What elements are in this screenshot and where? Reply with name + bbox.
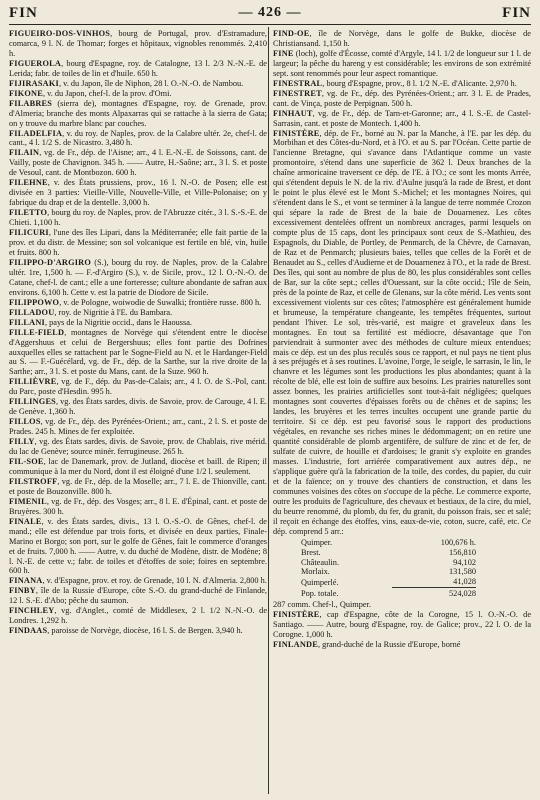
entry-text: , cap d'Espagne, côte de la Corogne, 15 l. O.-N.-O. de Santiago. —— Autre, bourg d'Espagne, roy. de Galice; prov., 22 l. O. de la Corogne. 1,000 h. xyxy=(273,610,531,640)
entry-headword: FILSTROFF xyxy=(9,476,58,486)
dictionary-entry xyxy=(9,626,267,636)
entry-text: , bourg d'Espagne, prov., 8 l. 1/2 N.-E. d'Alicante. 2,970 h. xyxy=(322,78,517,88)
population-rows xyxy=(301,538,476,588)
entry-headword: FILICURI xyxy=(9,228,49,238)
entry-text: , lac de Danemark, prov. de Jutland, diocèse et baill. de Ripen; il communique à la mer du Nord, dont il est éloigné d'une 1/2 l. seulement. xyxy=(9,456,267,476)
header-left-word: FIN xyxy=(9,5,38,21)
arrondissement-name: Quimper. xyxy=(301,537,333,547)
entry-headword: FILLOS xyxy=(9,417,41,427)
dictionary-entry xyxy=(9,148,267,178)
header-rule xyxy=(9,24,531,25)
dictionary-entry xyxy=(273,29,531,49)
entry-headword: FINDAAS xyxy=(9,626,48,636)
communes-line: 287 comm. Chef-l., Quimper. xyxy=(273,600,371,610)
dictionary-entry xyxy=(9,208,267,228)
population-table xyxy=(301,538,476,600)
right-entries-bottom xyxy=(273,610,531,650)
entry-text: , île de la Russie d'Europe, côte S.-O. du grand-duché de Finlande, 12 l. S.-E. d'Abo; pêche du saumon. xyxy=(9,586,267,606)
dictionary-entry xyxy=(9,59,267,79)
population-total-row xyxy=(301,588,476,599)
population-row xyxy=(301,558,476,568)
dictionary-entry xyxy=(9,318,267,328)
population-total-label: Pop. totale. xyxy=(301,589,339,599)
right-column xyxy=(273,29,531,650)
arrondissement-population: 131,580 xyxy=(449,567,476,577)
entry-text: , l'une des îles Lipari, dans la Méditerranée; elle fait partie de la prov. et du distr. de Messine; son sol volcanique est fertile en blé, vin, huile et fruits. 800 h. xyxy=(9,228,267,257)
dictionary-entry xyxy=(9,586,267,606)
dictionary-entry xyxy=(9,308,267,318)
entry-text: , v. de Pologne, woiwodie de Suwalki; frontière russe. 800 h. xyxy=(59,297,262,307)
dictionary-entry xyxy=(273,129,531,537)
entry-headword: FILEHNE xyxy=(9,178,48,188)
population-total-value: 524,028 xyxy=(392,588,476,599)
dictionary-entry xyxy=(9,576,267,586)
entry-text: (loch), golfe d'Écosse, comté d'Argyle, 14 l. 1/2 de longueur sur 1 l. de largeur; la pêche du hareng y est considérable; les environs de son extrémité sept. sont renommés pour leur aspect romantique. xyxy=(273,48,531,78)
arrondissement-name: Quimperlé. xyxy=(301,577,339,587)
entry-headword: FIL-SOE xyxy=(9,456,44,466)
page-number: — 426 — xyxy=(238,5,302,20)
dictionary-entry xyxy=(273,79,531,89)
entry-text: , v. des États sardes, divis., 13 l. O.-S.-O. de Gênes, chef-l. de mand.; elle est défendue par trois forts, et divisée en deux parties, Finale-Marino et Borgo; son port, sur le golfe de Gênes, fait le commerce d'oranges et de fruits. 7,000 h. —— Autre, v. du duché de Modène, distr. de Modène; 8 l. N.-E. de cette v.; fabr. de toiles et d'étoffes de soie; foires en septembre. 600 h. xyxy=(9,516,267,576)
population-row xyxy=(301,538,476,548)
dictionary-entry xyxy=(9,228,267,258)
entry-text: , montagnes de Norvège qui s'étendent entre le diocèse d'Aggershuus et celui de Bergershuus; elles font partie des Dofrines auxquelles elles se rattachent par le Sogne-Field au N. et le Hardanger-Field au S. — F.-Guécélard, vg. de Fr., dép. de la Sarthe, sur la rive droite de la Sarthe; arr., 3 l. S. et poste du Mans, cant. de la Suze. 960 h. xyxy=(9,327,267,377)
entry-headword: FILIPPO-D'ARGIRO xyxy=(9,257,92,267)
dictionary-entry xyxy=(9,477,267,497)
header-right-word: FIN xyxy=(502,5,531,21)
entry-headword: FINESTRAL xyxy=(273,78,323,88)
entry-headword: FIKONE xyxy=(9,88,43,98)
dictionary-entry xyxy=(9,99,267,129)
right-entries-top xyxy=(273,29,531,537)
dictionary-entry xyxy=(9,437,267,457)
entry-text: , vg. des États sardes, divis. de Savoie, prov. de Chablais, rive mérid. du lac de Genève; source minér. ferrugineuse. 265 h. xyxy=(9,437,267,457)
entry-headword: FIGUEROLA xyxy=(9,58,62,68)
dictionary-entry xyxy=(9,517,267,577)
dictionary-entry xyxy=(273,610,531,640)
arrondissement-name: Châteaulin. xyxy=(301,557,340,567)
arrondissement-population: 156,810 xyxy=(449,547,476,557)
dictionary-entry xyxy=(273,49,531,79)
left-entries xyxy=(9,29,267,636)
entry-headword: FILIPPOWO xyxy=(9,297,60,307)
entry-headword: FINISTÈRE xyxy=(273,610,320,620)
entry-text: (sierra de), montagnes d'Espagne, roy. de Grenade, prov. d'Almeria; branche des monts Alpaxarras qui se rattache à la sierra de Gata; on y trouve du marbre blanc par couches. xyxy=(9,98,267,128)
entry-headword: FINCHLEY xyxy=(9,606,55,616)
entry-headword: FINESTRET xyxy=(273,88,322,98)
entry-text: , bourg d'Espagne, roy. de Catalogne, 13 l. 2/3 N.-N.-E. de Lerida; fabr. de toiles de lin et d'huile. 650 h. xyxy=(9,58,267,78)
entry-headword: FILETTO xyxy=(9,208,48,218)
arrondissement-name: Morlaix. xyxy=(301,567,330,577)
entry-headword: FIJIRASAKI xyxy=(9,78,59,88)
dictionary-entry xyxy=(9,178,267,208)
entry-text: , vg. de Fr., dép. de l'Aisne; arr., 4 l. E.-N.-E. de Soissons, cant. de Vailly, poste de Chavignon. 345 h. —— Autre, H.-Saône; arr., 3 l. S. et poste de Vesoul, cant. de Montbozon. 600 h. xyxy=(9,148,267,178)
dictionary-entry xyxy=(9,606,267,626)
dictionary-entry xyxy=(9,497,267,517)
entry-text: , vg. de Fr., dép. des Vosges; arr., 8 l. E. d'Épinal, cant. et poste de Bruyères. 300 h. xyxy=(9,496,267,516)
entry-text: (S.), bourg du roy. de Naples, prov. de la Calabre ultér. 1re, 1,500 h. — F.-d'Argiro (S.), v. de Sicile, prov., 12 l. O.-N.-O. de Catane, chef-l. de cant.; elle a une forteresse; culture abondante de safran aux environs. 6,100 h. Cette v. est la patrie de Diodore de Sicile. xyxy=(9,257,267,297)
entry-headword: FINLANDE xyxy=(273,640,318,650)
left-column xyxy=(9,29,267,636)
entry-headword: FILLY xyxy=(9,437,35,447)
dictionary-entry xyxy=(9,129,267,149)
population-row xyxy=(301,577,476,587)
dictionary-entry xyxy=(9,258,267,298)
dictionary-entry xyxy=(9,89,267,99)
dictionary-entry xyxy=(9,298,267,308)
column-divider xyxy=(268,27,269,794)
entry-headword: FIND-OE xyxy=(273,29,310,38)
entry-headword: FILADELFIA xyxy=(9,128,63,138)
arrondissement-population: 94,102 xyxy=(453,557,476,567)
entry-headword: FINISTÈRE xyxy=(273,128,320,138)
entry-text: , v. du Japon, chef-l. de la prov. d'Omi. xyxy=(42,88,172,98)
entry-headword: FILLINGES xyxy=(9,397,56,407)
entry-headword: FINE xyxy=(273,48,294,58)
dictionary-entry xyxy=(9,457,267,477)
entry-text: , vg. de Fr., dép. des Pyrénées-Orient.; arr., cant., 2 l. S. et poste de Prades. 245 h. Mines de fer exploitée. xyxy=(9,417,267,437)
entry-text: , v. du Japon, île de Niphon, 28 l. O.-N.-O. de Nambou. xyxy=(58,78,244,88)
entry-headword: FINANA xyxy=(9,576,43,586)
entry-text: , pays de la Nigritie occid., dans le Haoussa. xyxy=(44,317,192,327)
entry-text: , grand-duché de la Russie d'Europe, borné xyxy=(317,640,461,650)
arrondissement-population: 100,676 h. xyxy=(440,537,476,547)
entry-text: , bourg de Portugal, prov. d'Estramadure, comarca, 9 l. N. de Thomar; forges et hôpitaux, vignobles renommés. 2,410 h. xyxy=(9,29,267,58)
entry-text: , roy. de Nigritie à l'E. du Bambara. xyxy=(54,307,173,317)
dictionary-entry xyxy=(9,328,267,378)
entry-text: , vg. de Fr., dép. de Tarn-et-Garonne; arr., 4 l. S.-E. de Castel-Sarrasin, cant. et poste de Montech. 1,400 h. xyxy=(273,108,531,128)
entry-text: , vg. de Fr., dép. de la Moselle; arr., 7 l. E. de Thionville, cant. et poste de Bouzonville. 800 h. xyxy=(9,476,267,496)
entry-text: , v. d'Espagne, prov. et roy. de Grenade, 10 l. N. d'Almeria. 2,800 h. xyxy=(42,576,267,586)
dictionary-entry xyxy=(273,640,531,650)
entry-headword: FILLIÈVRE xyxy=(9,377,57,387)
entry-text: , vg. de Fr., dép. des Pyrénées-Orient.; arr. 3 l. E. de Prades, cant. de Vinça, poste de Perpignan. 500 h. xyxy=(273,88,531,108)
entry-headword: FILAIN xyxy=(9,148,40,158)
entry-text: , vg. des États sardes, divis. de Savoie, prov. de Carouge, 4 l. E. de Genève. 1,360 h. xyxy=(9,397,267,417)
entry-text: , bourg du roy. de Naples, prov. de l'Abruzze citér., 3 l. S.-S.-E. de Chieti. 1,100 h. xyxy=(9,208,267,228)
entry-text: , v. des États prussiens, prov., 16 l. N.-O. de Posen; elle est divisée en 3 parties: Vieille-Ville, Nouvelle-Ville, et Ville-Polonaise; on y fabrique du drap et de la dentelle. 3,000 h. xyxy=(9,178,267,208)
entry-headword: FINBY xyxy=(9,586,36,596)
entry-headword: FILLANI xyxy=(9,317,45,327)
population-row xyxy=(301,567,476,577)
dictionary-entry xyxy=(9,377,267,397)
entry-text: , île de Norvège, dans le golfe de Bukke, diocèse de Christiansand. 1,150 h. xyxy=(273,29,531,48)
arrondissement-population: 41,028 xyxy=(453,577,476,587)
dictionary-entry xyxy=(9,29,267,59)
entry-headword: FILLADOU xyxy=(9,307,55,317)
dictionary-entry xyxy=(9,417,267,437)
entry-text: , vg. d'Anglet., comté de Middlesex, 2 l. 1/2 N.-N.-O. de Londres. 1,292 h. xyxy=(9,606,267,626)
entry-text: , vg. de F., dép. du Pas-de-Calais; arr., 4 l. O. de S.-Pol, cant. du Parc, poste d'Hesdin. 995 h. xyxy=(9,377,267,397)
population-row xyxy=(301,548,476,558)
entry-headword: FIGUEIRO-DOS-VINHOS xyxy=(9,29,111,38)
entry-headword: FILLE-FIELD xyxy=(9,327,65,337)
entry-headword: FIMENIL xyxy=(9,496,47,506)
entry-headword: FINALE xyxy=(9,516,42,526)
entry-headword: FILABRES xyxy=(9,98,53,108)
dictionary-entry xyxy=(9,397,267,417)
dictionary-entry xyxy=(273,109,531,129)
entry-text: , dép. de Fr., borné au N. par la Manche, à l'E. par les dép. du Morbihan et des Côtes-du-Nord, et à l'O. et au S. par l'Océan. Cette partie de l'ancienne Bretagne, qui s'avance dans l'Atlantique comme un vaste promontoire, s'étend dans une superficie de 362 l. Deux branches de la chaîne armoricaine traversent ce dép. de l'E. à l'O.; ce sont les monts Arrée, qui s'étendent depuis le N. de la riv. d'Aulne jusqu'à la rade de Brest, et dont le point le plus élevé est le Mont S.-Michel; et les montagnes Noires, qui s'étendent dans le S., et vont se terminer à la langue de terre nommée Crozon qui sépare la rade de Brest de la baie de Douarnenez. Les côtes excessivement dentelées offrent un nombreux ancrages, parmi lesquels on compte plus de 15 caps, dont les principaux sont ceux de S.-Mathieu, des Espagnols, du Diable, de Portley, de Penmarch, de la Chèvre, de Carnavan, de Raz et de Penmarch; plusieurs baies, telles que celles de la Forêt et de Benaudet au S., celles d'Audierne et de Douarnenez à l'O., et la rade de Brest. Des îles, qui sont au nombre de plus de 80, les plus considérables sont celles de Bar, sur la côte sept.; celles d'Ouessant, sur la côte occid.; l'île de Sein, près de la pointe de Raz, et celle de Glenans, sur la côte mérid. Les vents sont excessivement violents sur ces côtes; l'atmosphère est généralement humide et brumeuse, la température changeante, les tempêtes fréquentes, surtout pendant l'hiver. Le sol, très-varié, est maigre et graveleux dans les montagnes. En tout sa fertilité est médiocre, désavantage que l'on parviendrait à surmonter avec des méthodes de culture mieux entendues; mais ce dép. est un des plus reculés sous ce rapport, et nul pays ne tient plus à ses préjugés et à ses routines. L'avoine, l'orge, le seigle, le sarrasin, le lin, le chanvre et les légumes sont les productions les plus abondantes; quant à la récolte de blé, elle est loin de suffire aux besoins. Les prairies naturelles sont assez bonnes, les prairies artificielles sont tout-à-fait négligées; quelques montagnes sont couvertes d'épaisses forêts ou de chênes et de sapins; les landes, les bruyères et les terres incultes occupent une grande partie du territoire. Si ce dép. est peu favorisé sous le rapport des productions végétales, en revanche ses riches mines le dédommagent; on en retire une quantité considérable de plomb argentifère, de sulfure de zinc et de fer, de sulfate de cuivre, de houille et d'ardoises; le granit s'y exploite en grandes masses. L'industrie, fort arriérée comparativement aux autres dép., ne s'applique guère qu'à la fabrication de la toile, des cordes, du papier, du cuir et de la faïence; on y trouve des chantiers de construction, et dans les communes voisines des côtes on s'occupe de la pêche. Le commerce exporte, outre les produits de l'agriculture, des chevaux et bestiaux, de la cire, du miel, du beurre renommé, du plomb, du fer, du granit, du poisson frais, sec et salé; il reçoit en échange des étoffes, vins, eaux-de-vie, coton, sucre, café, etc. Ce dép. comprend 5 arr.: xyxy=(273,128,531,536)
entry-text: , v. du roy. de Naples, prov. de la Calabre ultér. 2e, chef-l. de cant., 4 l. 1/2 S. de Nicastro. 3,480 h. xyxy=(9,128,267,148)
dictionary-entry xyxy=(273,89,531,109)
arrondissement-name: Brest. xyxy=(301,547,321,557)
entry-text: , paroisse de Norvège, diocèse, 16 l. S. de Bergen. 3,940 h. xyxy=(47,626,243,636)
dictionary-entry xyxy=(9,79,267,89)
entry-headword: FINHAUT xyxy=(273,108,313,118)
